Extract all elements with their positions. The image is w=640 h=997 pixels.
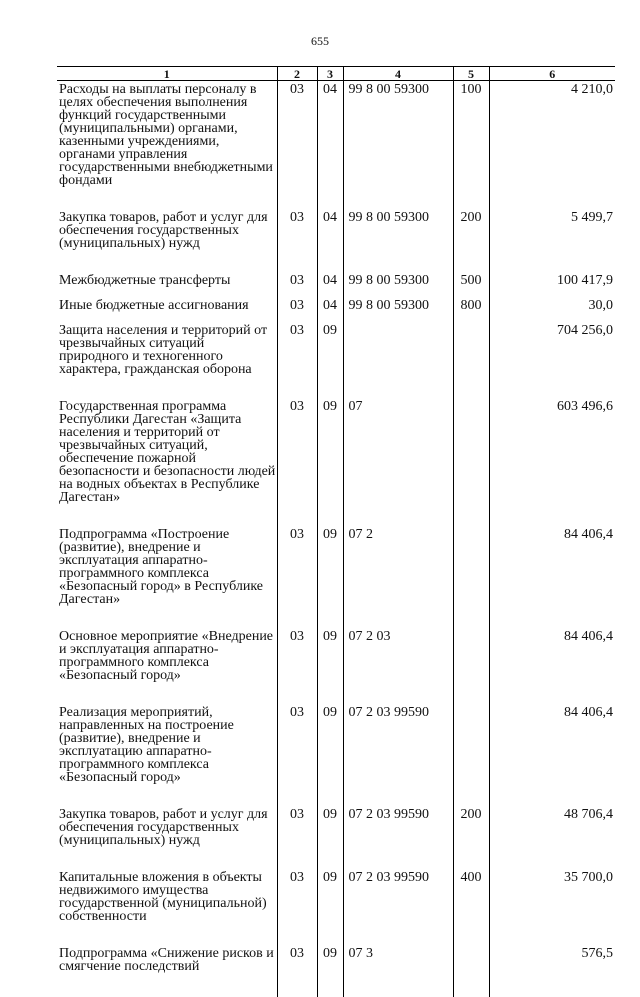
row-expense-type: 400 [453, 871, 489, 947]
row-section: 03 [277, 947, 317, 997]
row-subsection: 09 [317, 528, 343, 630]
header-col-2: 2 [277, 67, 317, 81]
row-name: Подпрограмма «Снижение рисков и смягчение последствий [57, 947, 277, 997]
row-target-article: 07 2 03 99590 [343, 808, 453, 871]
row-section: 03 [277, 706, 317, 808]
table-row [57, 81, 615, 212]
row-name: Реализация мероприятий, направленных на построение (развитие), внедрение и эксплуатацию аппаратно-программного комплекса «Безопасный город» [57, 706, 277, 808]
row-section: 03 [277, 808, 317, 871]
header-col-3: 3 [317, 67, 343, 81]
table-header [57, 67, 615, 81]
header-col-1: 1 [57, 67, 277, 81]
row-expense-type: 500 [453, 274, 489, 299]
row-target-article: 07 3 [343, 947, 453, 997]
row-subsection: 04 [317, 211, 343, 274]
header-col-5: 5 [453, 67, 489, 81]
row-section: 03 [277, 299, 317, 324]
row-name: Государственная программа Республики Дагестан «Защита населения и территорий от чрезвычайных ситуаций, обеспечение пожарной безопасности и безопасности людей на водных объектах в Республике Дагестан» [57, 400, 277, 528]
header-col-6: 6 [489, 67, 615, 81]
row-name: Подпрограмма «Построение (развитие), внедрение и эксплуатация аппаратно-программного комплекса «Безопасный город» в Республике Дагестан» [57, 528, 277, 630]
row-amount: 48 706,4 [489, 808, 615, 871]
row-target-article [343, 324, 453, 400]
row-section: 03 [277, 871, 317, 947]
row-subsection: 09 [317, 706, 343, 808]
row-subsection: 09 [317, 324, 343, 400]
table-row [57, 528, 615, 630]
row-expense-type [453, 706, 489, 808]
row-name: Иные бюджетные ассигнования [57, 299, 277, 324]
row-name: Межбюджетные трансферты [57, 274, 277, 299]
row-section: 03 [277, 81, 317, 212]
row-section: 03 [277, 324, 317, 400]
row-target-article: 07 [343, 400, 453, 528]
row-subsection: 09 [317, 808, 343, 871]
budget-table [57, 66, 615, 997]
table-row [57, 400, 615, 528]
row-name: Расходы на выплаты персоналу в целях обеспечения выполнения функций государственными (муниципальными) органами, казенными учреждениями, органами управления государственными внебюджетными фондами [57, 81, 277, 212]
row-subsection: 09 [317, 871, 343, 947]
table-row [57, 706, 615, 808]
row-expense-type: 800 [453, 299, 489, 324]
row-amount: 603 496,6 [489, 400, 615, 528]
row-target-article: 07 2 03 99590 [343, 871, 453, 947]
table-row [57, 274, 615, 299]
row-name: Закупка товаров, работ и услуг для обеспечения государственных (муниципальных) нужд [57, 808, 277, 871]
page-number: 655 [0, 34, 640, 49]
row-amount: 84 406,4 [489, 528, 615, 630]
row-amount: 30,0 [489, 299, 615, 324]
row-amount: 704 256,0 [489, 324, 615, 400]
table-body [57, 81, 615, 997]
row-expense-type: 200 [453, 808, 489, 871]
table-row [57, 630, 615, 706]
row-amount: 576,5 [489, 947, 615, 997]
table-row [57, 947, 615, 997]
row-subsection: 04 [317, 274, 343, 299]
row-amount: 5 499,7 [489, 211, 615, 274]
row-target-article: 99 8 00 59300 [343, 81, 453, 212]
row-subsection: 04 [317, 299, 343, 324]
row-name: Основное мероприятие «Внедрение и эксплуатация аппаратно-программного комплекса «Безопасный город» [57, 630, 277, 706]
row-name: Закупка товаров, работ и услуг для обеспечения государственных (муниципальных) нужд [57, 211, 277, 274]
row-expense-type [453, 947, 489, 997]
row-section: 03 [277, 274, 317, 299]
row-target-article: 07 2 [343, 528, 453, 630]
header-row [57, 67, 615, 81]
table-row [57, 324, 615, 400]
row-target-article: 07 2 03 99590 [343, 706, 453, 808]
row-expense-type [453, 400, 489, 528]
row-amount: 100 417,9 [489, 274, 615, 299]
row-section: 03 [277, 630, 317, 706]
row-expense-type [453, 324, 489, 400]
row-expense-type: 200 [453, 211, 489, 274]
row-subsection: 09 [317, 630, 343, 706]
row-expense-type [453, 630, 489, 706]
table-row [57, 299, 615, 324]
row-amount: 35 700,0 [489, 871, 615, 947]
row-section: 03 [277, 528, 317, 630]
table-row [57, 211, 615, 274]
header-col-4: 4 [343, 67, 453, 81]
row-section: 03 [277, 400, 317, 528]
row-target-article: 07 2 03 [343, 630, 453, 706]
row-target-article: 99 8 00 59300 [343, 299, 453, 324]
table-row [57, 808, 615, 871]
row-target-article: 99 8 00 59300 [343, 211, 453, 274]
row-target-article: 99 8 00 59300 [343, 274, 453, 299]
row-amount: 4 210,0 [489, 81, 615, 212]
row-amount: 84 406,4 [489, 630, 615, 706]
row-amount: 84 406,4 [489, 706, 615, 808]
row-subsection: 09 [317, 400, 343, 528]
row-section: 03 [277, 211, 317, 274]
row-expense-type [453, 528, 489, 630]
row-name: Капитальные вложения в объекты недвижимого имущества государственной (муниципальной) собственности [57, 871, 277, 947]
row-subsection: 04 [317, 81, 343, 212]
row-expense-type: 100 [453, 81, 489, 212]
row-subsection: 09 [317, 947, 343, 997]
table-row [57, 871, 615, 947]
row-name: Защита населения и территорий от чрезвычайных ситуаций природного и техногенного характера, гражданская оборона [57, 324, 277, 400]
